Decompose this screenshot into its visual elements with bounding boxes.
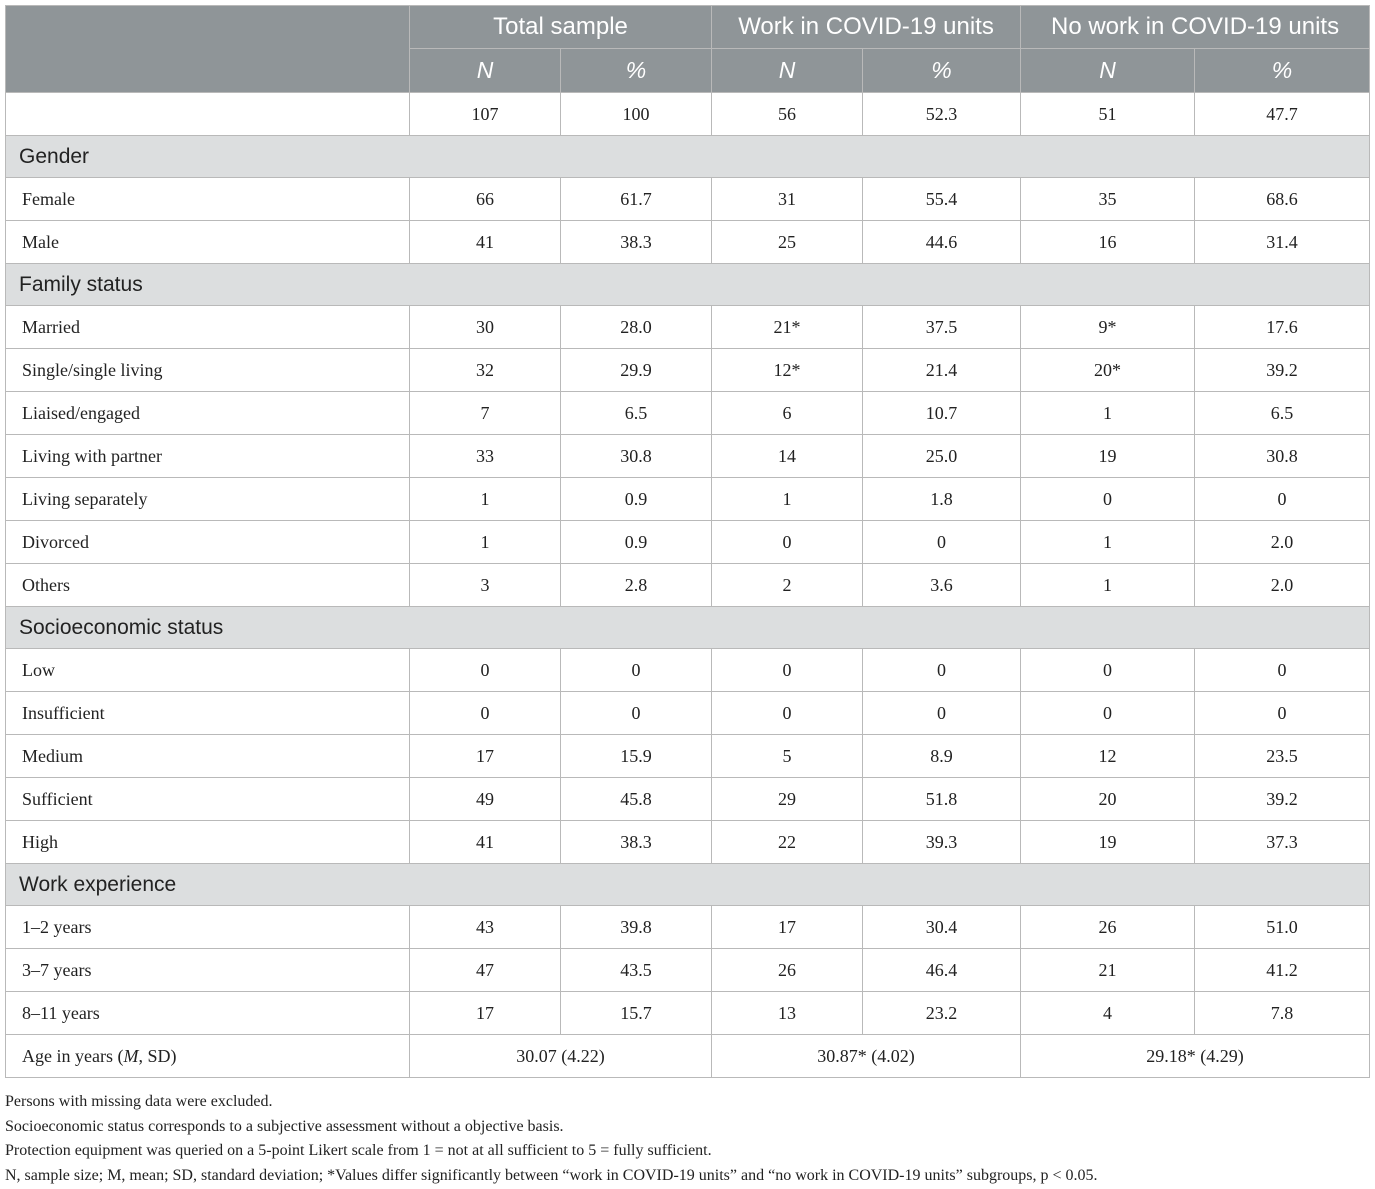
table-cell: 37.5: [863, 306, 1021, 349]
table-cell: 2.0: [1195, 564, 1370, 607]
table-cell: 47: [410, 949, 561, 992]
total-row: [6, 93, 1370, 136]
table-cell: 31.4: [1195, 221, 1370, 264]
table-cell: 19: [1021, 435, 1195, 478]
header-work-covid: Work in COVID-19 units: [712, 6, 1021, 49]
table-cell: 100: [561, 93, 712, 136]
table-cell: 4: [1021, 992, 1195, 1035]
row-label: High: [6, 821, 410, 864]
table-cell: 17: [410, 992, 561, 1035]
header-subcol: N: [410, 49, 561, 93]
table-cell: 22: [712, 821, 863, 864]
table-cell: 2.8: [561, 564, 712, 607]
table-cell: 55.4: [863, 178, 1021, 221]
table-cell: 37.3: [1195, 821, 1370, 864]
table-row: [6, 821, 1370, 864]
table-cell: 31: [712, 178, 863, 221]
row-label: Others: [6, 564, 410, 607]
table-cell: 51: [1021, 93, 1195, 136]
table-cell: 21*: [712, 306, 863, 349]
footnote: Persons with missing data were excluded.: [5, 1093, 273, 1110]
table-cell: 0: [1021, 692, 1195, 735]
table-cell: 1: [712, 478, 863, 521]
table-cell: 49: [410, 778, 561, 821]
row-label: 1–2 years: [6, 906, 410, 949]
table-row: [6, 349, 1370, 392]
table-cell: 21: [1021, 949, 1195, 992]
table-cell: 15.9: [561, 735, 712, 778]
table-cell: 0: [561, 692, 712, 735]
table-cell: 0: [1195, 692, 1370, 735]
age-label-prefix: Age in years (: [22, 1045, 124, 1066]
table-cell: 0: [410, 692, 561, 735]
table-cell: 7.8: [1195, 992, 1370, 1035]
section-header-row: [6, 864, 1370, 906]
age-row-label: [6, 1035, 410, 1078]
table-row: [6, 564, 1370, 607]
age-value-cell: 29.18* (4.29): [1021, 1035, 1370, 1078]
row-label: Living with partner: [6, 435, 410, 478]
header-subcol: %: [561, 49, 712, 93]
row-label: Divorced: [6, 521, 410, 564]
table-row: [6, 949, 1370, 992]
table-cell: 29: [712, 778, 863, 821]
table-cell: 3: [410, 564, 561, 607]
table-cell: 0.9: [561, 478, 712, 521]
table-row: [6, 992, 1370, 1035]
table-cell: 0: [561, 649, 712, 692]
age-row: [6, 1035, 1370, 1078]
table-cell: 26: [1021, 906, 1195, 949]
table-cell: 0: [863, 649, 1021, 692]
table-row: [6, 306, 1370, 349]
table-cell: 15.7: [561, 992, 712, 1035]
table-cell: 41: [410, 821, 561, 864]
table-cell: 1: [410, 478, 561, 521]
table-cell: 43.5: [561, 949, 712, 992]
table-row: [6, 649, 1370, 692]
table-cell: 38.3: [561, 221, 712, 264]
table-cell: 0: [1195, 649, 1370, 692]
table-cell: 9*: [1021, 306, 1195, 349]
row-label: Male: [6, 221, 410, 264]
table-row: [6, 692, 1370, 735]
table-cell: 12: [1021, 735, 1195, 778]
table-cell: 20: [1021, 778, 1195, 821]
footnote: Protection equipment was queried on a 5-point Likert scale from 1 = not at all sufficient to 5 = fully sufficient.: [5, 1142, 712, 1159]
table-cell: 38.3: [561, 821, 712, 864]
row-label: Female: [6, 178, 410, 221]
header-subcol: %: [1195, 49, 1370, 93]
row-label: Sufficient: [6, 778, 410, 821]
header-subcol: N: [712, 49, 863, 93]
table-cell: 2.0: [1195, 521, 1370, 564]
table-cell: 0: [712, 649, 863, 692]
table-cell: 33: [410, 435, 561, 478]
section-title: Family status: [6, 264, 1370, 306]
row-label: 3–7 years: [6, 949, 410, 992]
table-cell: 3.6: [863, 564, 1021, 607]
table-cell: 20*: [1021, 349, 1195, 392]
age-value-cell: 30.87* (4.02): [712, 1035, 1021, 1078]
section-header-row: [6, 136, 1370, 178]
table-cell: 28.0: [561, 306, 712, 349]
table-cell: 47.7: [1195, 93, 1370, 136]
table-cell: 30: [410, 306, 561, 349]
table-cell: 30.4: [863, 906, 1021, 949]
table-cell: 17.6: [1195, 306, 1370, 349]
table-row: [6, 521, 1370, 564]
table-cell: 51.8: [863, 778, 1021, 821]
table-row: [6, 778, 1370, 821]
table-cell: 56: [712, 93, 863, 136]
table-cell: 7: [410, 392, 561, 435]
table-row: [6, 178, 1370, 221]
header-empty-cell: [6, 6, 410, 93]
table-cell: 26: [712, 949, 863, 992]
table-cell: 1: [410, 521, 561, 564]
header-total-sample: Total sample: [410, 6, 712, 49]
table-cell: 43: [410, 906, 561, 949]
table-cell: 23.5: [1195, 735, 1370, 778]
row-label: Medium: [6, 735, 410, 778]
table-cell: 5: [712, 735, 863, 778]
table-cell: 23.2: [863, 992, 1021, 1035]
header-subcol: %: [863, 49, 1021, 93]
table-cell: 39.3: [863, 821, 1021, 864]
header-no-work-covid: No work in COVID-19 units: [1021, 6, 1370, 49]
table-cell: 46.4: [863, 949, 1021, 992]
table-row: [6, 392, 1370, 435]
table-cell: 0: [863, 692, 1021, 735]
table-cell: 0.9: [561, 521, 712, 564]
table-cell: 25.0: [863, 435, 1021, 478]
table-cell: 61.7: [561, 178, 712, 221]
table-cell: 107: [410, 93, 561, 136]
table-cell: 52.3: [863, 93, 1021, 136]
table-cell: 35: [1021, 178, 1195, 221]
table-cell: 39.8: [561, 906, 712, 949]
table-cell: 39.2: [1195, 349, 1370, 392]
table-cell: 19: [1021, 821, 1195, 864]
table-cell: 0: [1021, 649, 1195, 692]
age-label-mean: M: [123, 1045, 139, 1066]
table-cell: 6: [712, 392, 863, 435]
table-cell: 68.6: [1195, 178, 1370, 221]
table-cell: 0: [712, 521, 863, 564]
table-cell: 1: [1021, 521, 1195, 564]
table-cell: 1: [1021, 392, 1195, 435]
table-cell: 30.8: [561, 435, 712, 478]
table-cell: 12*: [712, 349, 863, 392]
table-cell: 1.8: [863, 478, 1021, 521]
table-cell: 16: [1021, 221, 1195, 264]
table-cell: 14: [712, 435, 863, 478]
section-title: Gender: [6, 136, 1370, 178]
table-cell: 0: [1195, 478, 1370, 521]
table-cell: 6.5: [561, 392, 712, 435]
table-cell: 13: [712, 992, 863, 1035]
table-cell: 51.0: [1195, 906, 1370, 949]
row-label: Married: [6, 306, 410, 349]
section-header-row: [6, 607, 1370, 649]
table-cell: 0: [410, 649, 561, 692]
table-cell: 2: [712, 564, 863, 607]
demographics-table: [5, 5, 1370, 1078]
table-cell: 39.2: [1195, 778, 1370, 821]
footnote: N, sample size; M, mean; SD, standard deviation; *Values differ significantly between “work in COVID-19 units” and “no work in COVID-19 units” subgroups, p < 0.05.: [5, 1166, 1098, 1184]
table-cell: 10.7: [863, 392, 1021, 435]
table-row: [6, 221, 1370, 264]
header-subcol: N: [1021, 49, 1195, 93]
table-cell: 29.9: [561, 349, 712, 392]
row-label: Living separately: [6, 478, 410, 521]
table-cell: 21.4: [863, 349, 1021, 392]
table-row: [6, 735, 1370, 778]
table-header: [6, 6, 1370, 93]
table-footnotes: [5, 1090, 1369, 1188]
table-cell: 32: [410, 349, 561, 392]
table-cell: 41: [410, 221, 561, 264]
row-label: Liaised/engaged: [6, 392, 410, 435]
total-row-label: [6, 93, 410, 136]
header-group-row: [6, 6, 1370, 49]
table-cell: 0: [1021, 478, 1195, 521]
table-row: [6, 478, 1370, 521]
table-cell: 0: [863, 521, 1021, 564]
table-cell: 0: [712, 692, 863, 735]
table-row: [6, 435, 1370, 478]
table-body: [6, 93, 1370, 1078]
section-header-row: [6, 264, 1370, 306]
table-cell: 44.6: [863, 221, 1021, 264]
age-label-suffix: , SD): [138, 1045, 177, 1066]
table-cell: 8.9: [863, 735, 1021, 778]
row-label: 8–11 years: [6, 992, 410, 1035]
table-cell: 25: [712, 221, 863, 264]
row-label: Low: [6, 649, 410, 692]
table-cell: 45.8: [561, 778, 712, 821]
table-cell: 41.2: [1195, 949, 1370, 992]
table-cell: 17: [410, 735, 561, 778]
row-label: Single/single living: [6, 349, 410, 392]
table-row: [6, 906, 1370, 949]
age-value-cell: 30.07 (4.22): [410, 1035, 712, 1078]
table-cell: 17: [712, 906, 863, 949]
table-cell: 30.8: [1195, 435, 1370, 478]
table-cell: 66: [410, 178, 561, 221]
section-title: Work experience: [6, 864, 1370, 906]
table-cell: 6.5: [1195, 392, 1370, 435]
footnote: Socioeconomic status corresponds to a subjective assessment without a objective basis.: [5, 1117, 564, 1135]
table-cell: 1: [1021, 564, 1195, 607]
section-title: Socioeconomic status: [6, 607, 1370, 649]
row-label: Insufficient: [6, 692, 410, 735]
